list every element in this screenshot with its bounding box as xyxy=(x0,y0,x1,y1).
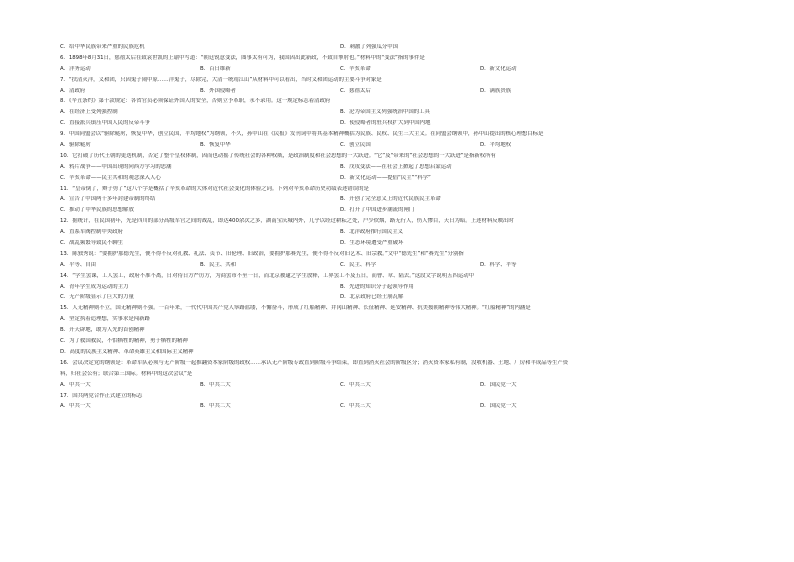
question-line xyxy=(60,131,750,142)
question-line xyxy=(60,120,750,131)
question-text: 6．1898年8月31日，慈禧太后在致袁世凯的上谕中写道：“朝廷锐意变法，图事太有可为，我国因出此新政，不致自掣肘也。”材料中的“变法”指的事件是 xyxy=(60,54,425,61)
question-line xyxy=(60,98,750,109)
answer-option: D．平均地权 xyxy=(480,142,512,149)
question-line xyxy=(60,153,750,164)
answer-option: B．民主、共和 xyxy=(200,261,237,268)
answer-option: B．北洋政府推行国民主义 xyxy=(340,229,403,236)
question-text: 14．“学生罢课，工人罢工，政府不准不离，日对待日方严厉方，为商罢市不至一日，而北京被逮之学生放释，工界罢工不及五日，而曹、章、陆去。”这段文字说明五四运动中 xyxy=(60,272,475,279)
answer-option: A．中共一大 xyxy=(60,403,91,410)
answer-option: B．恢复中华 xyxy=(200,142,231,149)
answer-option: D．满族贵族 xyxy=(480,87,512,94)
answer-option: B．沦为帝国主义列强统治中国的工具 xyxy=(340,109,430,116)
question-line xyxy=(60,360,750,371)
answer-option: C．慈禧太后 xyxy=(340,87,371,94)
answer-option: A．鸦片战争——中国出现的向西方学习的思潮 xyxy=(60,163,172,170)
answer-option: C．创立民国 xyxy=(340,142,371,149)
question-text: 16．会议决定党的纲领是：革命军队必须与无产阶级一起推翻资本家阶级的政权……承认无产阶级专政直到阶级斗争结束，即直到消灭社会的阶级区分；消灭资本家私有制，没收机器、土地、厂房和半成品等生产资 xyxy=(60,359,569,366)
answer-option: C．辛亥革命 xyxy=(340,65,371,72)
answer-option: D．刺激了列强瓜分中国 xyxy=(340,44,399,50)
question-line xyxy=(60,338,750,349)
answer-option: B．中共二大 xyxy=(200,403,231,410)
question-text: 7．“扶清灭洋，义和团，只因鬼子闹中原……洋鬼子，尽除完，大清一统靖江山”从材料中可以看出，当时义和团运动的主要斗争对象是 xyxy=(60,76,382,83)
question-line xyxy=(60,88,750,99)
question-line xyxy=(60,175,750,186)
question-line xyxy=(60,294,750,305)
answer-option: D．科学、平等 xyxy=(480,261,517,268)
answer-option: D．国民党一大 xyxy=(480,403,517,410)
question-line xyxy=(60,142,750,153)
answer-option: A．洋务运动 xyxy=(60,65,91,72)
question-text: 17．国共两党合作正式建立的标志 xyxy=(60,392,143,399)
answer-option: A．在经济上受列强控制 xyxy=(60,109,118,116)
answer-option: D．新文化运动——提倡“民主”“科学” xyxy=(340,174,431,181)
answer-option: D．打开了中国进步潮流的闸门 xyxy=(340,207,415,214)
question-line xyxy=(60,371,750,382)
question-line xyxy=(60,218,750,229)
answer-option: C．直接派兵镇压中国人民的反帝斗争 xyxy=(60,120,151,127)
question-line xyxy=(60,240,750,251)
answer-option: A．平等、自由 xyxy=(60,261,97,268)
question-text: B．开天辟地，敢为人先的首创精神 xyxy=(60,327,145,334)
question-text: 12．据统计，在民国初年，光是四川的部分高级军官之间的战乱，即达400余次之多，湖南宝庆城内外，几乎以经过耕耘之处，户少炊烟，路无行人，伤人惨目，天日为暗。上述材料反映出时 xyxy=(60,218,514,225)
answer-option: C．中共三大 xyxy=(340,381,371,388)
question-text: D．高度的民族主义精神、革命英雄主义和国际主义精神 xyxy=(60,348,194,355)
question-text: 11．“皇帝倒了，辫子剪了”这八个字是概括了辛亥革命的大体对近代社会变化的体验之词。下列对辛亥革命历史功绩表述错误的是 xyxy=(60,185,369,192)
answer-option: B．戊戌变法——在社会上掀起了思想启蒙运动 xyxy=(340,163,452,170)
question-text: 8．《辛丑条约》第十款规定：各省官员必须保证外国人的安全，否则立予革职，永不录用。这一规定标志着清政府 xyxy=(60,98,331,105)
answer-option: B．外国侵略者 xyxy=(200,87,237,94)
answer-option: C．无产阶级显示了巨大的力量 xyxy=(60,294,134,301)
question-line xyxy=(60,55,750,66)
answer-option: A．直系军阀控制中央政府 xyxy=(60,229,123,236)
answer-option: D．新文化运动 xyxy=(480,65,517,72)
question-line xyxy=(60,207,750,218)
question-line xyxy=(60,109,750,120)
answer-option: D．北京政府已经土崩瓦解 xyxy=(340,294,404,301)
answer-option: C．战乱频繁导致民不聊生 xyxy=(60,240,124,247)
question-line xyxy=(60,164,750,175)
question-line xyxy=(60,186,750,197)
question-text: C．为了救国救民，不怕牺牲的精神，勇于牺牲的精神 xyxy=(60,338,188,345)
answer-option: A．驱除鞑虏 xyxy=(60,142,91,149)
question-line xyxy=(60,382,750,393)
answer-option: B．先进的知识分子起领导作用 xyxy=(340,283,414,290)
question-line xyxy=(60,284,750,295)
question-line xyxy=(60,305,750,316)
answer-option: D．国民党一大 xyxy=(480,381,517,388)
answer-option: A．宣告了中国两千多年封建帝制的终结 xyxy=(60,196,156,203)
question-line xyxy=(60,229,750,240)
question-line xyxy=(60,349,750,360)
question-text: 15．人无精神则不立，国无精神则不强。一百年来，一代代中国共产党人筚路蓝缕，不懈奋斗，形成了红船精神、井冈山精神、长征精神、延安精神、抗美援朝精神等伟大精神。“红船精神”的内涵是 xyxy=(60,305,531,312)
answer-option: D．生态环境遭受严重破坏 xyxy=(340,240,404,247)
question-line xyxy=(60,262,750,273)
answer-option: C．民主、科学 xyxy=(340,261,377,268)
question-line xyxy=(60,327,750,338)
answer-option: A．中共一大 xyxy=(60,381,91,388)
answer-option: C．辛亥革命——民主共和的观念深入人心 xyxy=(60,174,161,181)
answer-option: B．开创了完全意义上的近代民族民主革命 xyxy=(340,196,441,203)
question-line xyxy=(60,393,750,404)
answer-option: D．使侵略者的驻兵权扩大到中国内地 xyxy=(340,120,431,127)
question-line xyxy=(60,251,750,262)
answer-option: A．青年学生成为运动的主力 xyxy=(60,283,129,290)
answer-option: B．中共二大 xyxy=(200,381,231,388)
question-text: 9．中国同盟会以“驱除鞑虏，恢复中华，创立民国，平均地权”为纲领，不久，孙中山在《民报》发刊词中将其基本精神概括为民族、民权、民生三大主义。在同盟会纲领中，孙中山提出的核心理想目标是 xyxy=(60,131,544,138)
answer-option: C．中共三大 xyxy=(340,403,371,410)
question-line xyxy=(60,273,750,284)
answer-option: A．清政府 xyxy=(60,87,86,94)
answer-option: B．百日维新 xyxy=(200,65,231,72)
answer-option: C．推动了中华民族的思想解放 xyxy=(60,207,134,214)
question-line xyxy=(60,316,750,327)
question-line xyxy=(60,196,750,207)
question-line xyxy=(60,44,750,55)
question-text: 13．陈独秀说：“要拥护那德先生，便不得不反对孔教、礼法、贞节、旧伦理、旧政治，要拥护那赛先生，便不得不反对旧艺术、旧宗教。”文中“德先生”和“赛先生”分别指 xyxy=(60,250,464,257)
question-text: 料，归社会公有；联合第三国际。材料中的这次会议”是 xyxy=(60,370,193,377)
exam-page xyxy=(60,44,750,414)
question-line xyxy=(60,403,750,414)
question-line xyxy=(60,77,750,88)
answer-option: C．给中华民族带来严重的民族危机 xyxy=(60,44,145,50)
question-text: A．坚定执着追理想，实事求是闯新路 xyxy=(60,316,150,323)
question-line xyxy=(60,66,750,77)
question-text: 10．它打破了历代王朝的更迭机制，否定了整个皇权体制，因而也动摇了传统社会的各种权威，是政治制度和社会思想的一大跃进。“它”及“带来的”社会思想的一大跃进”是指新权所有 xyxy=(60,152,496,159)
